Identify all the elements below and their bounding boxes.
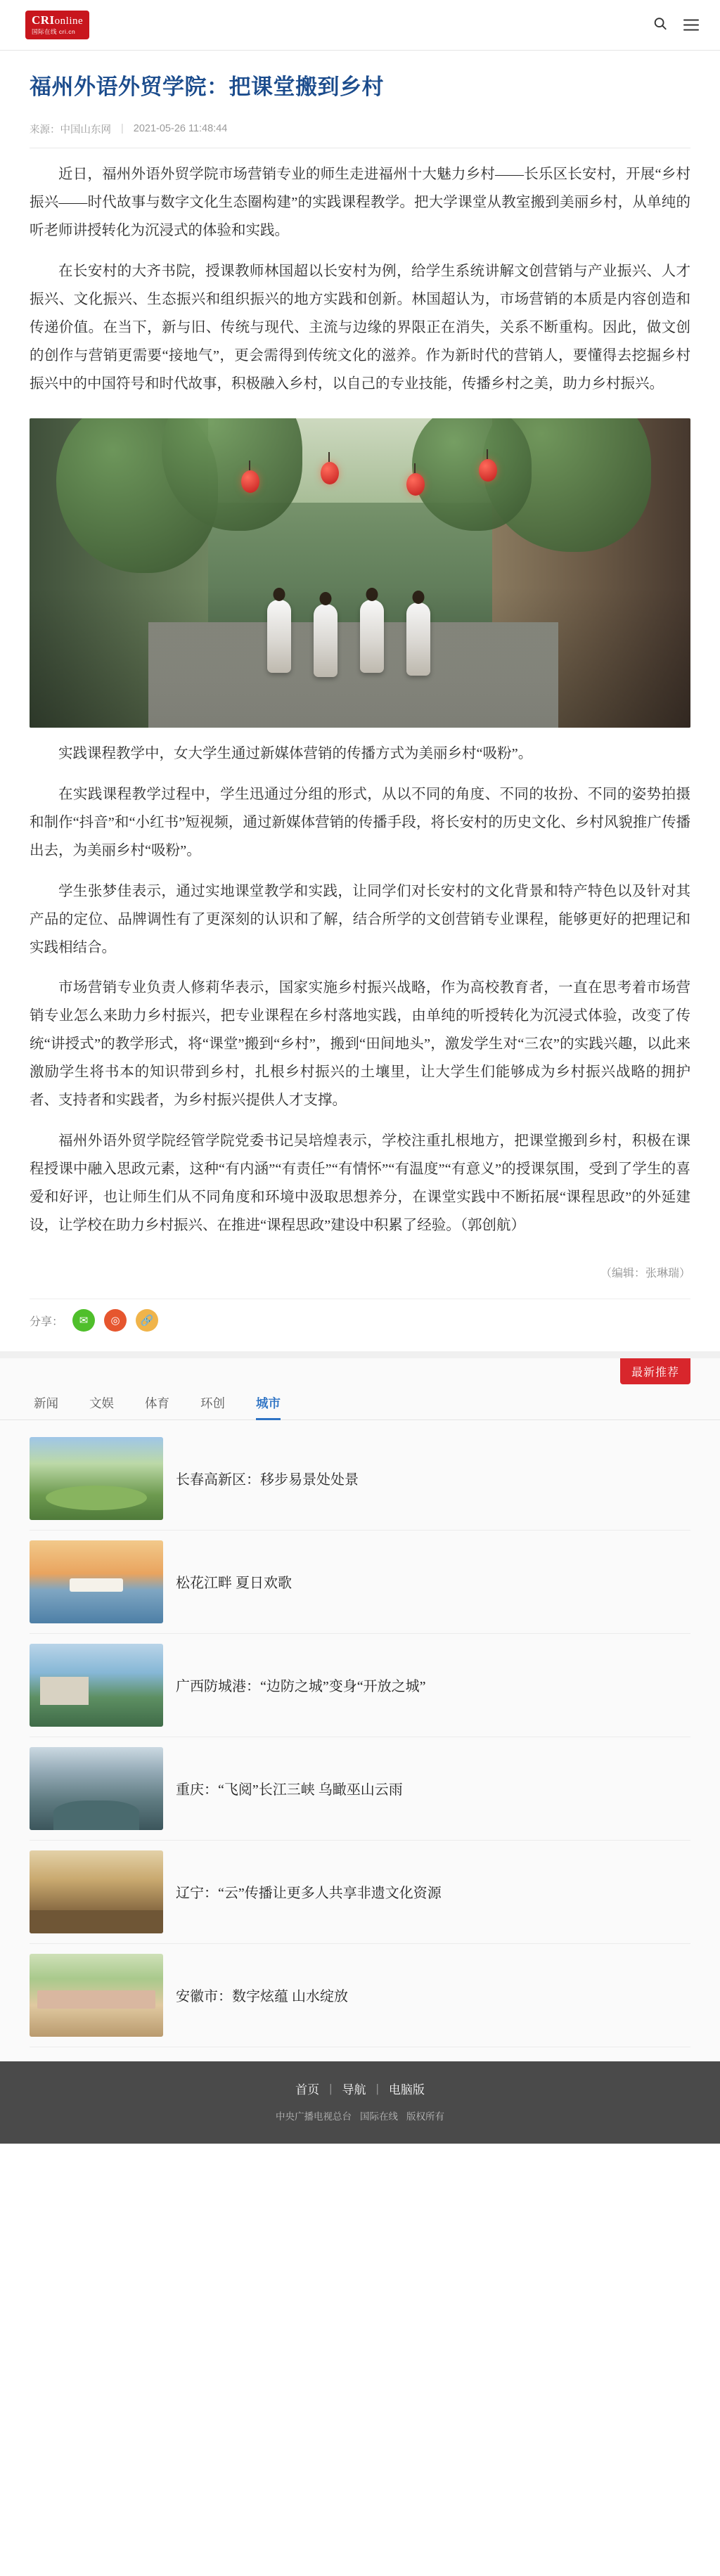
footer-copyright-part: 国际在线 xyxy=(360,2111,398,2123)
footer-divider: | xyxy=(329,2081,333,2095)
list-item-thumbnail xyxy=(30,1954,163,2037)
list-item-thumbnail xyxy=(30,1747,163,1830)
list-item-thumbnail xyxy=(30,1540,163,1623)
recommend-section xyxy=(0,1351,720,2061)
article-timestamp: 2021-05-26 11:48:44 xyxy=(133,123,228,135)
article-paragraph: 实践课程教学中，女大学生通过新媒体营销的传播方式为美丽乡村“吸粉”。 xyxy=(58,745,533,761)
footer-link-desktop[interactable]: 电脑版 xyxy=(388,2083,425,2097)
recommend-tabs xyxy=(0,1384,720,1420)
footer-link-nav[interactable]: 导航 xyxy=(342,2083,366,2097)
share-label: 分享： xyxy=(30,1315,64,1328)
list-item-title: 长春高新区：移步易景处处景 xyxy=(176,1472,359,1488)
article-container xyxy=(0,51,720,1351)
footer-copyright xyxy=(0,2108,720,2123)
logo-main-text xyxy=(32,14,83,27)
article-body xyxy=(30,161,690,1240)
tab-city[interactable]: 城市 xyxy=(256,1394,281,1419)
list-item-thumbnail xyxy=(30,1437,163,1520)
photo-lantern xyxy=(241,470,259,493)
article-paragraph: 在实践课程教学过程中，学生迅通过分组的形式，从以不同的角度、不同的妆扮、不同的姿势拍摄和制作“抖音”和“小红书”短视频，通过新媒体营销的传播手段，将长安村的历史文化、乡村风貌推广传播出去，为美丽乡村“吸粉”。 xyxy=(30,786,690,858)
article-paragraph: 福州外语外贸学院经管学院党委书记吴培煌表示，学校注重扎根地方，把课堂搬到乡村，积极在课程授课中融入思政元素，这种“有内涵”“有责任”“有情怀”“有温度”“有意义”的授课氛围，受到了学生的喜爱和好评，也让师生们从不同角度和环境中汲取思想养分，在课堂实践中不断拓展“课程思政”的外延建设，让学校在助力乡村振兴、在推进“课程思政”建设中积累了经验。（郭创航） xyxy=(30,1133,690,1234)
photo-lantern xyxy=(406,473,425,496)
site-footer xyxy=(0,2061,720,2144)
footer-links xyxy=(0,2080,720,2097)
site-header xyxy=(0,0,720,51)
article-paragraph: 学生张梦佳表示，通过实地课堂教学和实践，让同学们对长安村的文化背景和特产特色以及针对其产品的定位、品牌调性有了更深刻的认识和了解，结合所学的文创营销专业课程，能够更好的把理记和实践相结合。 xyxy=(30,883,690,955)
article-editor: （编辑：张琳瑞） xyxy=(600,1268,690,1280)
list-item-title: 重庆：“飞阅”长江三峡 乌瞰巫山云雨 xyxy=(176,1782,403,1798)
recommend-list xyxy=(0,1423,720,2047)
list-item[interactable] xyxy=(30,1944,690,2047)
article-paragraph: 在长安村的大齐书院，授课教师林国超以长安村为例，给学生系统讲解文创营销与产业振兴、人才振兴、文化振兴、生态振兴和组织振兴的地方实践和创新。林国超认为，市场营销的本质是内容创造和传递价值。在当下，新与旧、传统与现代、主流与边缘的界限正在消失，关系不断重构。因此，做文创的创作与营销更需要“接地气”，更会需得到传统文化的滋养。作为新时代的营销人，要懂得去挖掘乡村振兴中的中国符号和时代故事，积极融入乡村，以自己的专业技能，传播乡村之美，助力乡村振兴。 xyxy=(30,263,690,392)
tab-environment[interactable]: 环创 xyxy=(200,1396,225,1411)
header-actions xyxy=(652,15,699,34)
list-item-title: 广西防城港：“边防之城”变身“开放之城” xyxy=(176,1679,426,1695)
footer-link-home[interactable]: 首页 xyxy=(295,2083,320,2097)
list-item-title: 辽宁：“云”传播让更多人共享非遗文化资源 xyxy=(176,1886,442,1902)
logo-cri-text: CRI xyxy=(32,13,55,27)
weibo-share-icon[interactable]: ◎ xyxy=(104,1309,127,1332)
logo-sub-text: 国际在线 cri.cn xyxy=(32,28,76,36)
tab-entertainment[interactable]: 文娱 xyxy=(89,1396,114,1411)
page-title: 福州外语外贸学院：把课堂搬到乡村 xyxy=(30,75,384,99)
recommend-badge: 最新推荐 xyxy=(620,1358,690,1384)
list-item[interactable] xyxy=(30,1531,690,1634)
footer-divider: | xyxy=(375,2081,379,2095)
article-paragraph: 市场营销专业负责人修莉华表示，国家实施乡村振兴战略，作为高校教育者，一直在思考着市场营销专业怎么来助力乡村振兴，把专业课程在乡村落地实践，由单纯的听授转化为沉浸式体验，改变了传统“讲授式”的教学形式，将“课堂”搬到“乡村”，搬到“田间地头”，激发学生对“三农”的实践兴趣，以此来激励学生将书本的知识带到乡村，扎根乡村振兴的土壤里，让大学生们能够成为乡村振兴战略的拥护者、支持者和实践者，为乡村振兴提供人才支撑。 xyxy=(30,980,690,1109)
meta-separator: | xyxy=(121,123,124,135)
tab-news[interactable]: 新闻 xyxy=(34,1396,58,1411)
article-meta xyxy=(30,122,690,148)
footer-copyright-part: 中央广播电视总台 xyxy=(276,2111,352,2123)
list-item[interactable] xyxy=(30,1737,690,1841)
list-item[interactable] xyxy=(30,1841,690,1944)
list-item-title: 松花江畔 夏日欢歌 xyxy=(176,1576,292,1592)
hamburger-menu-icon[interactable] xyxy=(683,16,699,34)
wechat-share-icon[interactable]: ✉ xyxy=(72,1309,95,1332)
footer-copyright-part: 版权所有 xyxy=(406,2111,444,2123)
article-paragraph: 近日，福州外语外贸学院市场营销专业的师生走进福州十大魅力乡村——长乐区长安村，开展“乡村振兴——时代故事与数字文化生态圈构建”的实践课程教学。把大学课堂从教室搬到美丽乡村，从单纯的听老师讲授转化为沉浸式的体验和实践。 xyxy=(30,166,690,238)
list-item[interactable] xyxy=(30,1427,690,1531)
article-photo xyxy=(30,418,690,728)
share-bar xyxy=(30,1299,690,1351)
photo-lantern xyxy=(321,462,339,484)
article-source: 来源：中国山东网 xyxy=(30,124,111,136)
list-item-thumbnail xyxy=(30,1644,163,1727)
search-icon[interactable] xyxy=(652,15,668,34)
tab-sports[interactable]: 体育 xyxy=(145,1396,169,1411)
copy-link-icon[interactable]: 🔗 xyxy=(136,1309,158,1332)
list-item[interactable] xyxy=(30,1634,690,1737)
recommend-header xyxy=(0,1358,720,1384)
list-item-title: 安徽市：数字炫蕴 山水绽放 xyxy=(176,1989,348,2005)
site-logo[interactable] xyxy=(25,11,89,39)
photo-lantern xyxy=(479,459,497,482)
cri-logo-badge xyxy=(25,11,89,39)
logo-online-text: online xyxy=(54,15,84,27)
photo-tree xyxy=(412,418,532,531)
photo-vignette xyxy=(30,587,690,728)
list-item-thumbnail xyxy=(30,1850,163,1933)
